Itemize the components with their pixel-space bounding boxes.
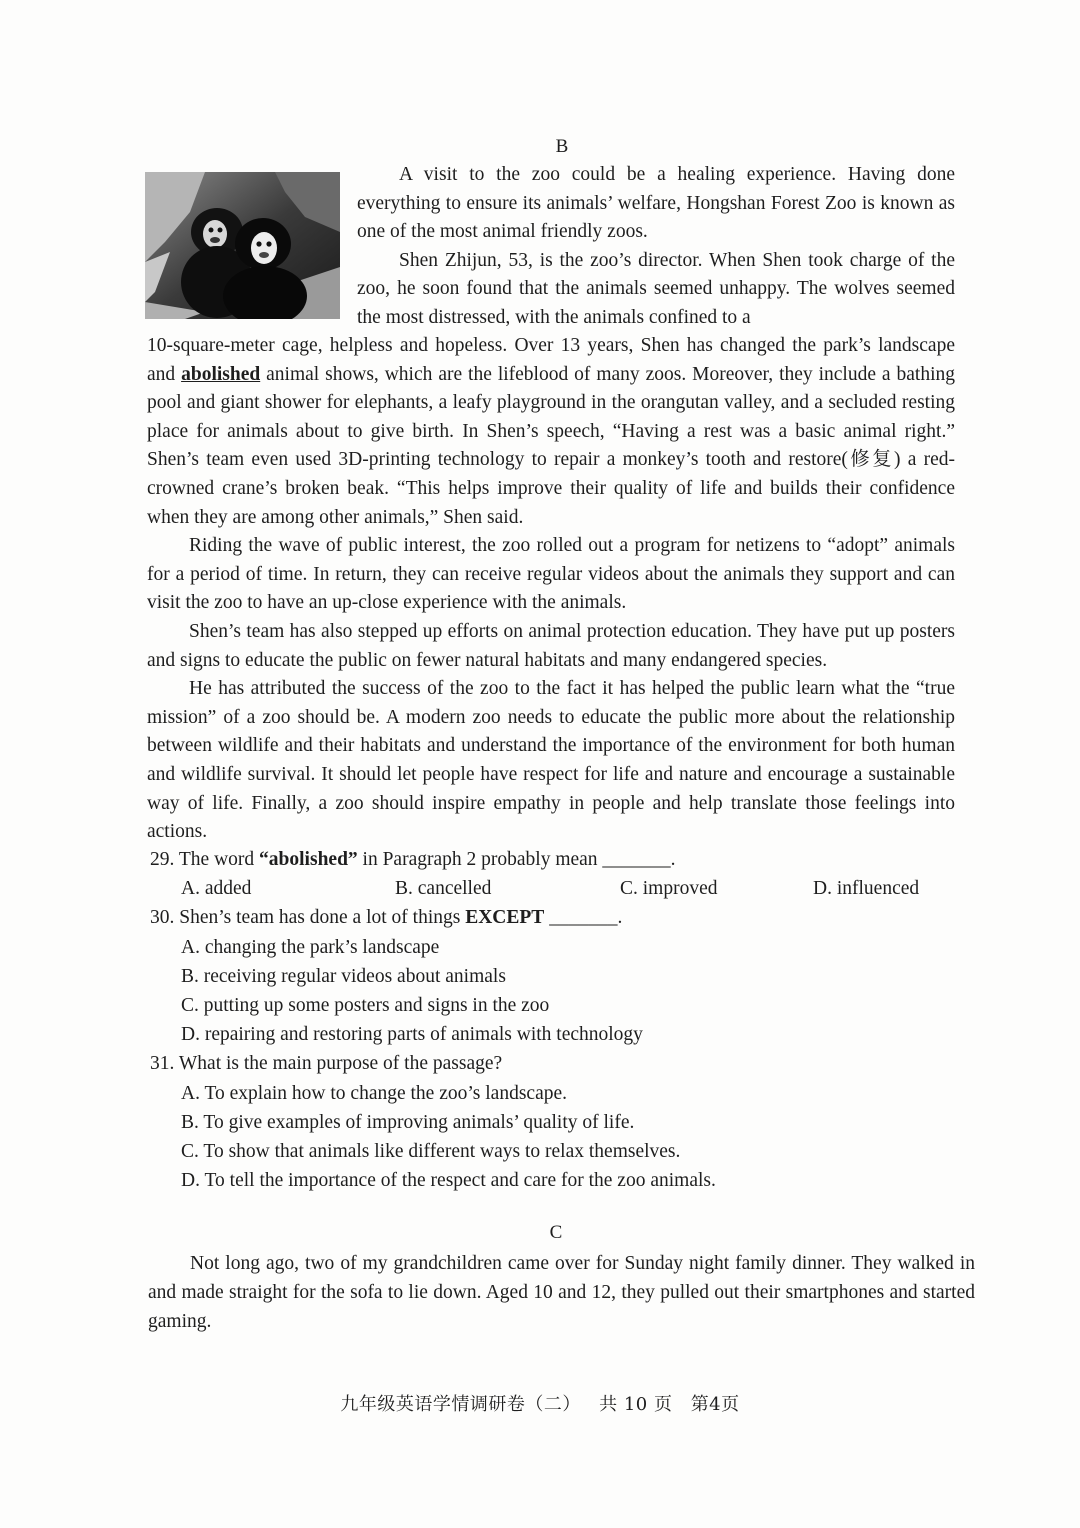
q31-option-c[interactable]: C. To show that animals like different ways to relax themselves. [181, 1141, 681, 1163]
q30-option-d[interactable]: D. repairing and restoring parts of animals with technology [181, 1024, 643, 1046]
q29-option-c[interactable]: C. improved [620, 878, 718, 900]
question-30-prefix: 30. Shen’s team has done a lot of things [150, 907, 466, 929]
paragraph-2-start: Shen Zhijun, 53, is the zoo’s director. When Shen took charge of the zoo, he soon found that the animals seemed unhappy. The wolves seemed the most distressed, with the animals confined to a [357, 249, 955, 328]
question-30-keyword: EXCEPT [465, 907, 545, 929]
question-31: 31. What is the main purpose of the passage? [150, 1053, 503, 1075]
q31-option-a[interactable]: A. To explain how to change the zoo’s landscape. [181, 1082, 568, 1104]
q29-option-b[interactable]: B. cancelled [395, 878, 492, 900]
question-30 [150, 903, 970, 932]
q29-option-d[interactable]: D. influenced [813, 878, 920, 900]
question-29-suffix: in Paragraph 2 probably mean _______. [357, 849, 676, 870]
paragraph-4: Shen’s team has also stepped up efforts on animal protection education. They have put up posters and signs to educate the public on fewer natural habitats and many endangered species. [147, 620, 955, 671]
q30-option-c[interactable]: C. putting up some posters and signs in the zoo [181, 995, 550, 1016]
section-c-text [148, 1249, 975, 1336]
abolished-keyword: abolished [181, 363, 261, 385]
section-c-heading: C [549, 1222, 563, 1243]
question-29 [150, 845, 970, 874]
section-b-body-text [147, 332, 955, 847]
monkey-photo-graphic [145, 172, 340, 319]
paragraph-2-part-a: 10-square-meter cage, helpless and hopeless. Over 13 years, Shen has changed the park’s landscape and [147, 335, 955, 385]
section-b-heading: B [555, 136, 569, 157]
question-30-suffix: _______. [544, 907, 623, 929]
q30-option-a[interactable]: A. changing the park’s landscape [181, 936, 440, 958]
q30-option-b[interactable]: B. receiving regular videos about animals [181, 965, 506, 987]
section-c-paragraph-1: Not long ago, two of my grandchildren came over for Sunday night family dinner. They walked in and made straight for the sofa to lie down. Aged 10 and 12, they pulled out their smartphones and started gaming. [148, 1253, 975, 1332]
question-29-options [150, 874, 970, 903]
paragraph-2-part-b: animal shows, which are the lifeblood of many zoos. Moreover, they include a bathing pool and giant shower for elephants, a leafy playground in the orangutan valley, and a secluded resting place for animals about to give birth. In Shen’s speech, “Having a rest was a basic animal right.” Shen’s team even used 3D-printing technology to repair a monkey’s tooth and restore(修复) a red-crowned crane’s broken beak. “This helps improve their quality of life and builds their confidence when they are among other animals,” Shen said. [147, 363, 955, 528]
q31-option-b[interactable]: B. To give examples of improving animals’ quality of life. [181, 1111, 635, 1133]
q31-option-d[interactable]: D. To tell the importance of the respect and care for the zoo animals. [181, 1170, 716, 1192]
paragraph-2-continued [147, 332, 955, 532]
footer-page-number: 第4页 [690, 1394, 740, 1415]
q29-option-a[interactable]: A. added [181, 878, 252, 900]
monkey-photo [145, 172, 340, 319]
paragraph-3: Riding the wave of public interest, the zoo rolled out a program for netizens to “adopt” animals for a period of time. In return, they can receive regular videos about the animals they support and can visit the zoo to have an up-close experience with the animals. [147, 535, 955, 614]
paragraph-1: A visit to the zoo could be a healing experience. Having done everything to ensure its animals’ welfare, Hongshan Forest Zoo is known as one of the most animal friendly zoos. [357, 164, 955, 243]
page-footer [0, 1390, 1080, 1416]
question-29-prefix: 29. The word [150, 849, 260, 870]
section-b-top-text [357, 161, 955, 333]
footer-title: 九年级英语学情调研卷（二） [340, 1394, 581, 1415]
paragraph-5: He has attributed the success of the zoo to the fact it has helped the public learn what the “true mission” of a zoo should be. A modern zoo needs to educate the public more about the relationship between wildlife and their habitats and understand the importance of the environment for both human and wildlife survival. It should let people have respect for life and nature and encourage a sustainable way of life. Finally, a zoo should inspire empathy in people and help translate those feelings into actions. [147, 678, 955, 843]
question-29-keyword: “abolished” [259, 849, 358, 870]
footer-total-pages: 共 10 页 [599, 1394, 673, 1415]
questions-block [150, 845, 970, 1195]
